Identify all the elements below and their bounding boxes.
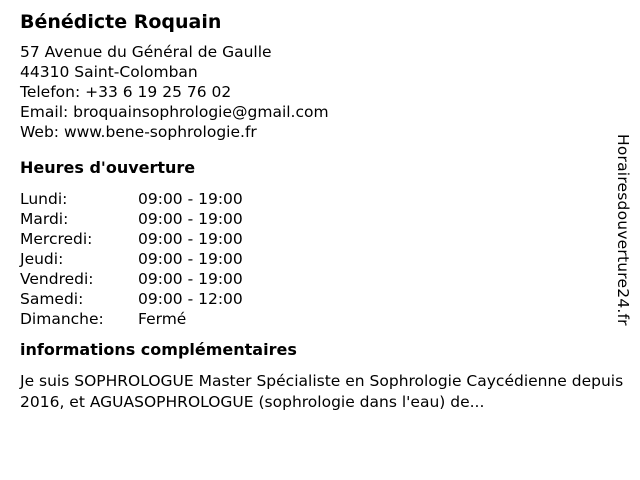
- address-line-1: 57 Avenue du Général de Gaulle: [20, 43, 272, 61]
- email-line: Email: broquainsophrologie@gmail.com: [20, 103, 329, 121]
- hours-time: 09:00 - 19:00: [138, 270, 243, 288]
- hours-row-samedi: [20, 289, 630, 309]
- hours-row-lundi: [20, 189, 630, 209]
- hours-day: Mercredi:: [20, 230, 93, 248]
- hours-time: Fermé: [138, 310, 187, 328]
- phone-line: Telefon: +33 6 19 25 76 02: [20, 83, 232, 101]
- business-card: [20, 8, 630, 413]
- hours-time: 09:00 - 12:00: [138, 290, 243, 308]
- address-line-2: 44310 Saint-Colomban: [20, 63, 198, 81]
- hours-row-mercredi: [20, 229, 630, 249]
- opening-hours-title: Heures d'ouverture: [20, 158, 196, 177]
- site-brand-vertical: Horairesdouverture24.fr: [614, 134, 632, 326]
- business-name: Bénédicte Roquain: [20, 11, 222, 33]
- opening-hours-table: [20, 189, 630, 329]
- hours-day: Dimanche:: [20, 310, 104, 328]
- hours-day: Jeudi:: [20, 250, 64, 268]
- hours-row-dimanche: [20, 309, 630, 329]
- web-line: Web: www.bene-sophrologie.fr: [20, 123, 257, 141]
- hours-time: 09:00 - 19:00: [138, 210, 243, 228]
- hours-row-vendredi: [20, 269, 630, 289]
- hours-day: Samedi:: [20, 290, 84, 308]
- additional-info-title: informations complémentaires: [20, 340, 297, 359]
- additional-info-text: Je suis SOPHROLOGUE Master Spécialiste en Sophrologie Caycédienne depuis 2016, et AGUASOPHROLOGUE (sophrologie dans l'eau) de...: [20, 372, 624, 411]
- hours-time: 09:00 - 19:00: [138, 230, 243, 248]
- hours-row-mardi: [20, 209, 630, 229]
- hours-day: Vendredi:: [20, 270, 94, 288]
- hours-row-jeudi: [20, 249, 630, 269]
- hours-time: 09:00 - 19:00: [138, 190, 243, 208]
- hours-day: Lundi:: [20, 190, 68, 208]
- hours-time: 09:00 - 19:00: [138, 250, 243, 268]
- hours-day: Mardi:: [20, 210, 69, 228]
